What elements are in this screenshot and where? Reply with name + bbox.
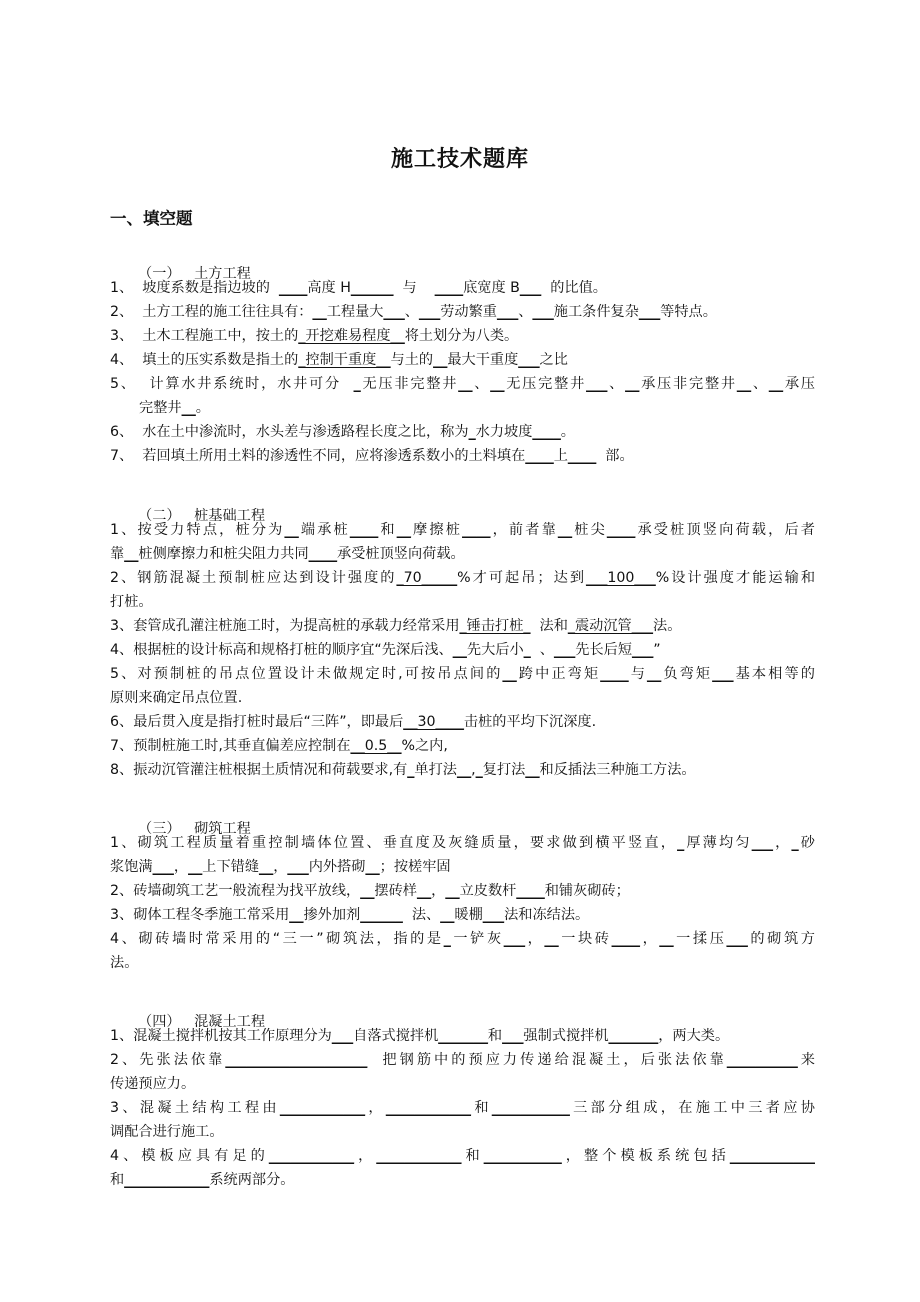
question-line	[110, 278, 815, 298]
line-text: 完整井	[139, 400, 182, 416]
line-text: 和反插法三种施工方法。	[539, 762, 696, 778]
underlined-text: __	[416, 883, 432, 899]
underlined-text: ___	[383, 304, 405, 320]
line-text: 最大干重度	[447, 352, 519, 368]
section-heading-fill-in-blank: 一、填空题	[110, 209, 193, 228]
underlined-text: __	[259, 859, 274, 875]
line-text: 法。	[110, 955, 139, 971]
underlined-text: __	[284, 522, 299, 538]
line-text: ，	[354, 1148, 377, 1164]
underlined-text: ___	[751, 835, 774, 851]
line-text: 3、套管成孔灌注桩施工时，为提高桩的承载力经常采用	[110, 618, 460, 634]
underlined-text: _震动沉管___	[567, 618, 654, 634]
underlined-text: __	[557, 522, 573, 538]
line-text: ，	[365, 1100, 386, 1116]
line-text: %才可起吊；达到	[457, 570, 587, 586]
underlined-text: ____	[525, 448, 554, 464]
question-line	[110, 712, 815, 732]
underlined-text: ____	[434, 280, 464, 296]
underlined-text: ___________	[483, 1148, 562, 1164]
line-text: 承压非完整井	[639, 376, 737, 392]
underlined-text: __	[768, 376, 784, 392]
line-text: 和	[378, 522, 397, 538]
line-text: 摩擦桩	[410, 522, 463, 538]
line-text: 内外搭砌	[308, 859, 366, 875]
line-text: 2、先张法依靠	[110, 1052, 226, 1068]
underlined-text: ___	[712, 666, 734, 682]
underlined-text: ____________	[279, 1100, 366, 1116]
question-line	[110, 929, 815, 949]
line-text: 施工条件复杂	[553, 304, 639, 320]
subsection-heading: （一） 土方工程	[138, 266, 251, 282]
underlined-text: ____________	[376, 1148, 462, 1164]
line-text: 的砌筑方	[747, 931, 815, 947]
underlined-text: ____________	[268, 1148, 355, 1164]
line-text: 3、混凝土结构工程由	[110, 1100, 280, 1116]
underlined-text: ___________	[491, 1100, 570, 1116]
line-text: 三部分组成，在施工中三者应协	[569, 1100, 815, 1116]
line-text: 浆饱满	[110, 859, 153, 875]
line-text: 劳动繁重	[440, 304, 497, 320]
underlined-text: ___	[553, 642, 576, 658]
underlined-text: __	[659, 931, 674, 947]
line-text: 先长后短	[575, 642, 633, 658]
line-text: 4、砌砖墙时常采用的“三一”砌筑法，指的是	[110, 931, 444, 947]
line-text: 3、砌体工程冬季施工常采用	[110, 907, 290, 923]
underlined-text: _______	[438, 1028, 488, 1044]
question-line	[110, 1026, 815, 1046]
line-text: 法和冻结法。	[504, 907, 590, 923]
underlined-text: _	[353, 376, 361, 392]
line-text: %之内,	[401, 738, 448, 754]
underlined-text: _	[791, 835, 799, 851]
line-text: ，	[639, 931, 660, 947]
underlined-text: __	[289, 907, 304, 923]
underlined-text: ____	[600, 666, 629, 682]
underlined-text: __	[181, 400, 196, 416]
question-line	[110, 881, 815, 901]
line-text: 6、 水在土中渗流时，水头差与渗透路程长度之比，称为	[110, 424, 469, 440]
question-line	[110, 1122, 815, 1142]
question-line	[110, 1146, 815, 1166]
underlined-text: _	[523, 642, 531, 658]
line-text: 、	[751, 376, 769, 392]
underlined-text: ____	[611, 931, 640, 947]
line-text: 4、根据桩的设计标高和规格打桩的顺序宜“先深后浅、	[110, 642, 453, 658]
line-text: 击桩的平均下沉深度.	[463, 714, 597, 730]
line-text: 系统两部分。	[209, 1172, 295, 1188]
line-text: 一揉压	[673, 931, 727, 947]
line-text: 传递预应力。	[110, 1076, 196, 1092]
line-text: ，整个模板系统包括	[561, 1148, 730, 1164]
line-text: 5、对预制桩的吊点位置设计未做规定时,可按吊点间的	[110, 666, 503, 682]
line-text: 水力坡度	[475, 424, 533, 440]
line-text: 暖棚	[454, 907, 483, 923]
subsection-heading: （四） 混凝土工程	[138, 1014, 266, 1030]
underlined-text: _	[443, 931, 451, 947]
subsection-heading: （二） 桩基础工程	[138, 508, 266, 524]
underlined-text: _______	[608, 1028, 659, 1044]
underlined-text: ___	[502, 1028, 524, 1044]
line-text: 4、模板应具有足的	[110, 1148, 269, 1164]
underlined-text: ______	[360, 907, 403, 923]
line-text: 靠	[110, 546, 125, 562]
underlined-text: ____	[567, 448, 597, 464]
line-text: 与	[393, 280, 435, 296]
line-text: 基本相等的	[733, 666, 815, 682]
underlined-text: __	[124, 546, 139, 562]
line-text: 厚薄均匀	[684, 835, 752, 851]
line-text: 桩尖	[572, 522, 607, 538]
line-text: 。	[560, 424, 575, 440]
underlined-text: ___	[331, 1028, 354, 1044]
line-text: 、	[404, 304, 419, 320]
underlined-text: ___	[726, 931, 748, 947]
subsection-heading: （三） 砌筑工程	[138, 821, 251, 837]
question-line	[110, 568, 815, 588]
question-line	[139, 398, 815, 418]
line-text: 端承桩	[298, 522, 350, 538]
underlined-text: ____________________	[225, 1052, 368, 1068]
document-title: 施工技术题库	[390, 147, 529, 172]
line-text: 无压完整井	[504, 376, 587, 392]
line-text: 和	[461, 1148, 484, 1164]
line-text: 法和	[530, 618, 568, 634]
underlined-text: _	[468, 424, 476, 440]
line-text: 8、振动沉管灌注桩根据土质情况和荷载要求,有	[110, 762, 408, 778]
question-line	[110, 520, 815, 540]
line-text: 、	[472, 376, 491, 392]
line-text: ，前者靠	[490, 522, 558, 538]
question-line	[110, 592, 815, 612]
line-text: 5、 计算水井系统时，水井可分	[110, 376, 354, 392]
underlined-text: ____________	[729, 1148, 815, 1164]
question-line	[110, 374, 815, 394]
question-line	[110, 953, 815, 973]
question-line	[110, 544, 815, 564]
underlined-text: ____	[532, 424, 561, 440]
line-text: 掺外加剂	[303, 907, 361, 923]
underlined-text: ____	[606, 522, 636, 538]
underlined-text: _开挖难易程度__	[298, 328, 405, 344]
underlined-text: __	[625, 376, 640, 392]
question-line	[110, 1098, 815, 1118]
line-text: 2、砖墙砌筑工艺一般流程为找平放线，	[110, 883, 361, 899]
underlined-text: __	[452, 642, 467, 658]
line-text: 承压	[783, 376, 815, 392]
question-line	[110, 664, 815, 684]
line-text: 调配合进行施工。	[110, 1124, 224, 1140]
line-text: 部。	[596, 448, 634, 464]
line-text: ,	[471, 762, 476, 778]
line-text: ，	[431, 883, 446, 899]
line-text: 摆砖样	[374, 883, 417, 899]
line-text: 1、砌筑工程质量着重控制墙体位置、垂直度及灰缝质量，要求做到横平竖直，	[110, 835, 678, 851]
underlined-text: __	[647, 666, 662, 682]
underlined-text: ____	[308, 546, 338, 562]
line-text: 原则来确定吊点位置.	[110, 690, 243, 706]
underlined-text: ___	[532, 304, 554, 320]
line-text: 跨中正弯矩	[516, 666, 601, 682]
question-line	[110, 350, 815, 370]
line-text: ，	[173, 859, 189, 875]
line-text: 和	[487, 1028, 503, 1044]
underlined-text: __	[360, 883, 375, 899]
underlined-text: __	[433, 352, 448, 368]
line-text: 和	[471, 1100, 492, 1116]
underlined-text: __0.5__	[350, 738, 402, 754]
underlined-text: ____________	[124, 1172, 210, 1188]
underlined-text: ____	[278, 280, 308, 296]
question-line	[110, 905, 815, 925]
line-text: ；按槎牢固	[379, 859, 451, 875]
line-text: 与	[628, 666, 648, 682]
line-text: 和	[110, 1172, 125, 1188]
line-text: 先大后小	[466, 642, 524, 658]
line-text: 2、钢筋混凝土预制桩应达到设计强度的	[110, 570, 397, 586]
underlined-text: ___	[586, 376, 608, 392]
line-text: 承受桩顶竖向荷载，后者	[635, 522, 815, 538]
line-text: 。	[195, 400, 210, 416]
line-text: 一铲灰	[450, 931, 504, 947]
line-text: 承受桩顶竖向荷载。	[337, 546, 465, 562]
question-line	[110, 833, 815, 853]
line-text: 4、 填土的压实系数是指土的	[110, 352, 299, 368]
question-line	[110, 736, 815, 756]
underlined-text: _	[677, 835, 685, 851]
underlined-text: __	[440, 907, 455, 923]
line-text: 3、 土木工程施工中，按土的	[110, 328, 299, 344]
underlined-text: __	[365, 859, 380, 875]
line-text: 与土的	[390, 352, 434, 368]
line-text: ，	[525, 931, 545, 947]
underlined-text: __________	[726, 1052, 798, 1068]
line-text: 法。	[653, 618, 682, 634]
underlined-text: ___	[496, 304, 519, 320]
question-line	[110, 446, 815, 466]
underlined-text: _	[407, 762, 415, 778]
question-line	[110, 616, 815, 636]
underlined-text: ____	[462, 522, 491, 538]
underlined-text: ___	[632, 642, 654, 658]
underlined-text: ___	[287, 859, 309, 875]
question-line	[110, 326, 815, 346]
underlined-text: __	[458, 376, 473, 392]
underlined-text: ___	[482, 907, 505, 923]
line-text: 无压非完整井	[360, 376, 459, 392]
underlined-text: __	[490, 376, 505, 392]
underlined-text: ___	[518, 352, 540, 368]
line-text: 将土划分为八类。	[404, 328, 519, 344]
line-text: 2、 土方工程的施工往往具有：	[110, 304, 313, 320]
underlined-text: __	[396, 522, 411, 538]
question-line	[110, 422, 815, 442]
underlined-text: __	[188, 859, 203, 875]
line-text: 一块砖	[558, 931, 612, 947]
line-text: 1、 坡度系数是指边坡的	[110, 280, 279, 296]
question-line	[110, 1074, 815, 1094]
line-text: ”	[653, 642, 661, 658]
underlined-text: __	[736, 376, 752, 392]
line-text: 上	[553, 448, 568, 464]
line-text: 立皮数杆	[459, 883, 517, 899]
underlined-text: __	[312, 304, 327, 320]
line-text: ，	[273, 859, 288, 875]
line-text: 强制式搅拌机	[523, 1028, 609, 1044]
question-line	[110, 857, 815, 877]
line-text: 法、	[402, 907, 441, 923]
underlined-text: __	[544, 931, 559, 947]
line-text: 1、混凝土搅拌机按其工作原理分为	[110, 1028, 332, 1044]
underlined-text: _控制干重度__	[298, 352, 391, 368]
underlined-text: _锤击打桩_	[459, 618, 531, 634]
line-text: 7、 若回填土所用土料的渗透性不同，应将渗透系数小的土料填在	[110, 448, 526, 464]
question-line	[110, 640, 815, 660]
line-text: 自落式搅拌机	[353, 1028, 439, 1044]
underlined-text: ___	[519, 280, 542, 296]
line-text: 等特点。	[660, 304, 717, 320]
underlined-text: __	[525, 762, 540, 778]
line-text: 工程量大	[326, 304, 384, 320]
underlined-text: ___	[152, 859, 174, 875]
question-line	[110, 1170, 815, 1190]
line-text: 打桩。	[110, 594, 153, 610]
line-text: 复打法	[482, 762, 526, 778]
line-text: 桩侧摩擦力和桩尖阻力共同	[138, 546, 309, 562]
line-text: 砂	[798, 835, 815, 851]
line-text: %设计强度才能运输和	[655, 570, 815, 586]
line-text: 把钢筋中的预应力传递给混凝土，后张法依靠	[367, 1052, 727, 1068]
line-text: 、	[607, 376, 626, 392]
line-text: 底宽度 B	[463, 280, 520, 296]
underlined-text: ____________	[385, 1100, 471, 1116]
underlined-text: __	[502, 666, 517, 682]
underlined-text: ___100___	[586, 570, 656, 586]
line-text: ，两大类。	[658, 1028, 730, 1044]
underlined-text: ____	[349, 522, 379, 538]
underlined-text: __	[456, 762, 472, 778]
underlined-text: __30____	[403, 714, 464, 730]
line-text: 、	[518, 304, 533, 320]
question-line	[110, 760, 815, 780]
line-text: 单打法	[414, 762, 457, 778]
line-text: 1、按受力特点，桩分为	[110, 522, 285, 538]
line-text: 负弯矩	[661, 666, 713, 682]
underlined-text: _70_____	[396, 570, 458, 586]
line-text: 7、预制桩施工时,其垂直偏差应控制在	[110, 738, 351, 754]
line-text: 的比值。	[541, 280, 607, 296]
line-text: 6、最后贯入度是指打桩时最后“三阵”，即最后	[110, 714, 404, 730]
line-text: 来	[797, 1052, 815, 1068]
underlined-text: ___	[638, 304, 661, 320]
line-text: 上下错缝	[202, 859, 260, 875]
line-text: 之比	[539, 352, 568, 368]
underlined-text: ____	[516, 883, 545, 899]
underlined-text: ___	[418, 304, 441, 320]
underlined-text: __	[445, 883, 460, 899]
underlined-text: ___	[503, 931, 526, 947]
line-text: 和铺灰砌砖；	[544, 883, 630, 899]
question-line	[110, 1050, 815, 1070]
question-line	[110, 302, 815, 322]
line-text: ，	[773, 835, 792, 851]
line-text: 、	[530, 642, 554, 658]
question-line	[110, 688, 815, 708]
underlined-text: _	[475, 762, 483, 778]
line-text: 高度 H	[307, 280, 351, 296]
underlined-text: ______	[350, 280, 394, 296]
